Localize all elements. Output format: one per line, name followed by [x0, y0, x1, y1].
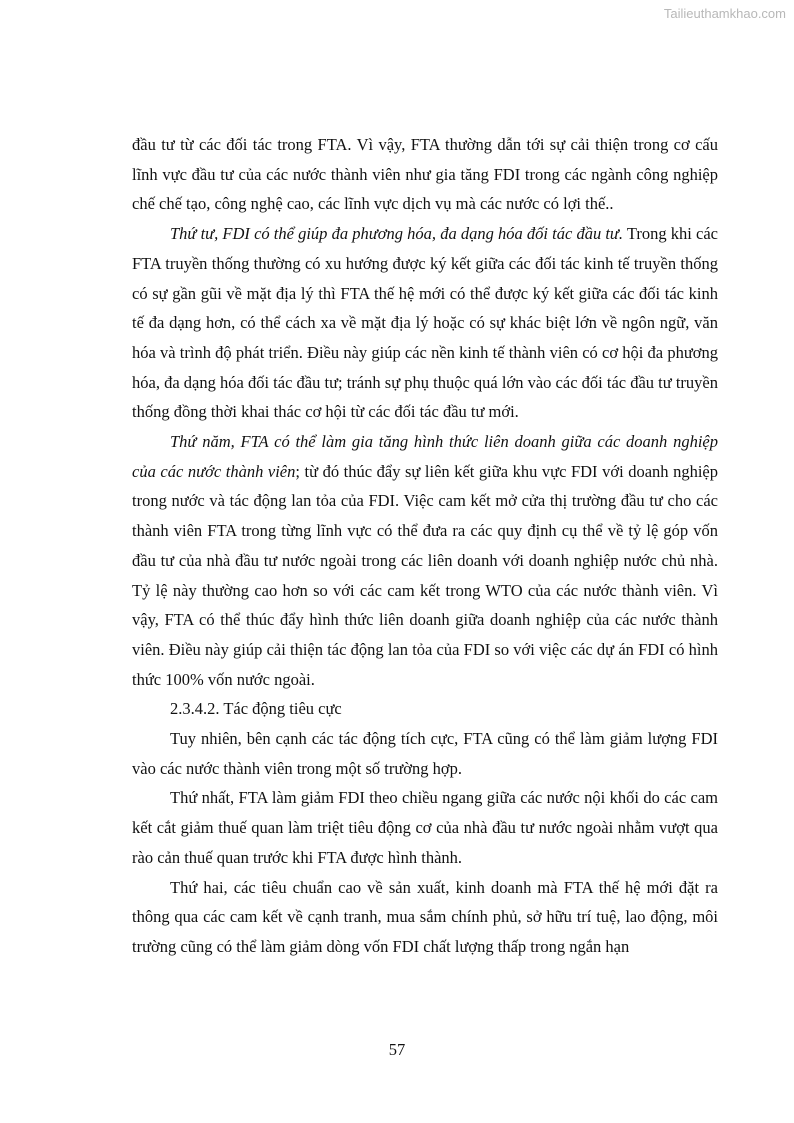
paragraph-5: Thứ nhất, FTA làm giảm FDI theo chiều ngang giữa các nước nội khối do các cam kết cắt giảm thuế quan làm triệt tiêu động cơ của nhà đầu tư nước ngoài nhằm vượt qua rào cản thuế quan trước khi FTA được hình thành. — [132, 788, 718, 867]
italic-lead: Thứ tư, FDI có thể giúp đa phương hóa, đa dạng hóa đối tác đầu tư. — [170, 224, 624, 244]
watermark: Tailieuthamkhao.com — [663, 6, 786, 21]
italic-lead: Thứ năm, FTA có thể làm gia tăng hình thức liên doanh giữa các doanh nghiệp của các nước thành viên — [132, 432, 718, 481]
paragraph-1: Thứ tư, FDI có thể giúp đa phương hóa, đa dạng hóa đối tác đầu tư. Trong khi các FTA truyền thống thường có xu hướng được ký kết giữa các đối tác kinh tế truyền thống có sự gần gũi về mặt địa lý thì FTA thế hệ mới có thể được ký kết giữa các đối tác kinh tế đa dạng hơn, có thể cách xa về mặt địa lý hoặc có sự khác biệt lớn về ngôn ngữ, văn hóa và trình độ phát triển. Điều này giúp các nền kinh tế thành viên có cơ hội đa phương hóa, đa dạng hóa đối tác đầu tư; tránh sự phụ thuộc quá lớn vào các đối tác đầu tư truyền thống đồng thời khai thác cơ hội từ các đối tác đầu tư mới. — [132, 224, 718, 422]
paragraph-0: đầu tư từ các đối tác trong FTA. Vì vậy, FTA thường dẫn tới sự cải thiện trong cơ cấu lĩnh vực đầu tư của các nước thành viên như gia tăng FDI trong các ngành công nghiệp chế chế tạo, công nghệ cao, các lĩnh vực dịch vụ mà các nước có lợi thế.. — [132, 135, 718, 214]
section-heading: 2.3.4.2. Tác động tiêu cực — [170, 699, 342, 719]
paragraph-2: Thứ năm, FTA có thể làm gia tăng hình thức liên doanh giữa các doanh nghiệp của các nước thành viên; từ đó thúc đẩy sự liên kết giữa khu vực FDI với doanh nghiệp trong nước và tác động lan tỏa của FDI. Việc cam kết mở cửa thị trường đầu tư cho các thành viên FTA trong từng lĩnh vực có thể đưa ra các quy định cụ thể về tỷ lệ góp vốn đầu tư của nhà đầu tư nước ngoài trong các liên doanh với doanh nghiệp nước chủ nhà. Tỷ lệ này thường cao hơn so với các cam kết trong WTO của các nước thành viên. Vì vậy, FTA có thể thúc đẩy hình thức liên doanh giữa doanh nghiệp của các nước thành viên. Điều này giúp cải thiện tác động lan tỏa của FDI so với việc các dự án FDI có hình thức 100% vốn nước ngoài. — [132, 432, 718, 689]
document-body — [132, 130, 718, 962]
paragraph-6: Thứ hai, các tiêu chuẩn cao về sản xuất, kinh doanh mà FTA thế hệ mới đặt ra thông qua các cam kết về cạnh tranh, mua sắm chính phủ, sở hữu trí tuệ, lao động, môi trường cũng có thể làm giảm dòng vốn FDI chất lượng thấp trong ngắn hạn — [132, 877, 718, 956]
paragraph-4: Tuy nhiên, bên cạnh các tác động tích cực, FTA cũng có thể làm giảm lượng FDI vào các nước thành viên trong một số trường hợp. — [132, 729, 718, 778]
page-number: 57 — [388, 1040, 406, 1059]
